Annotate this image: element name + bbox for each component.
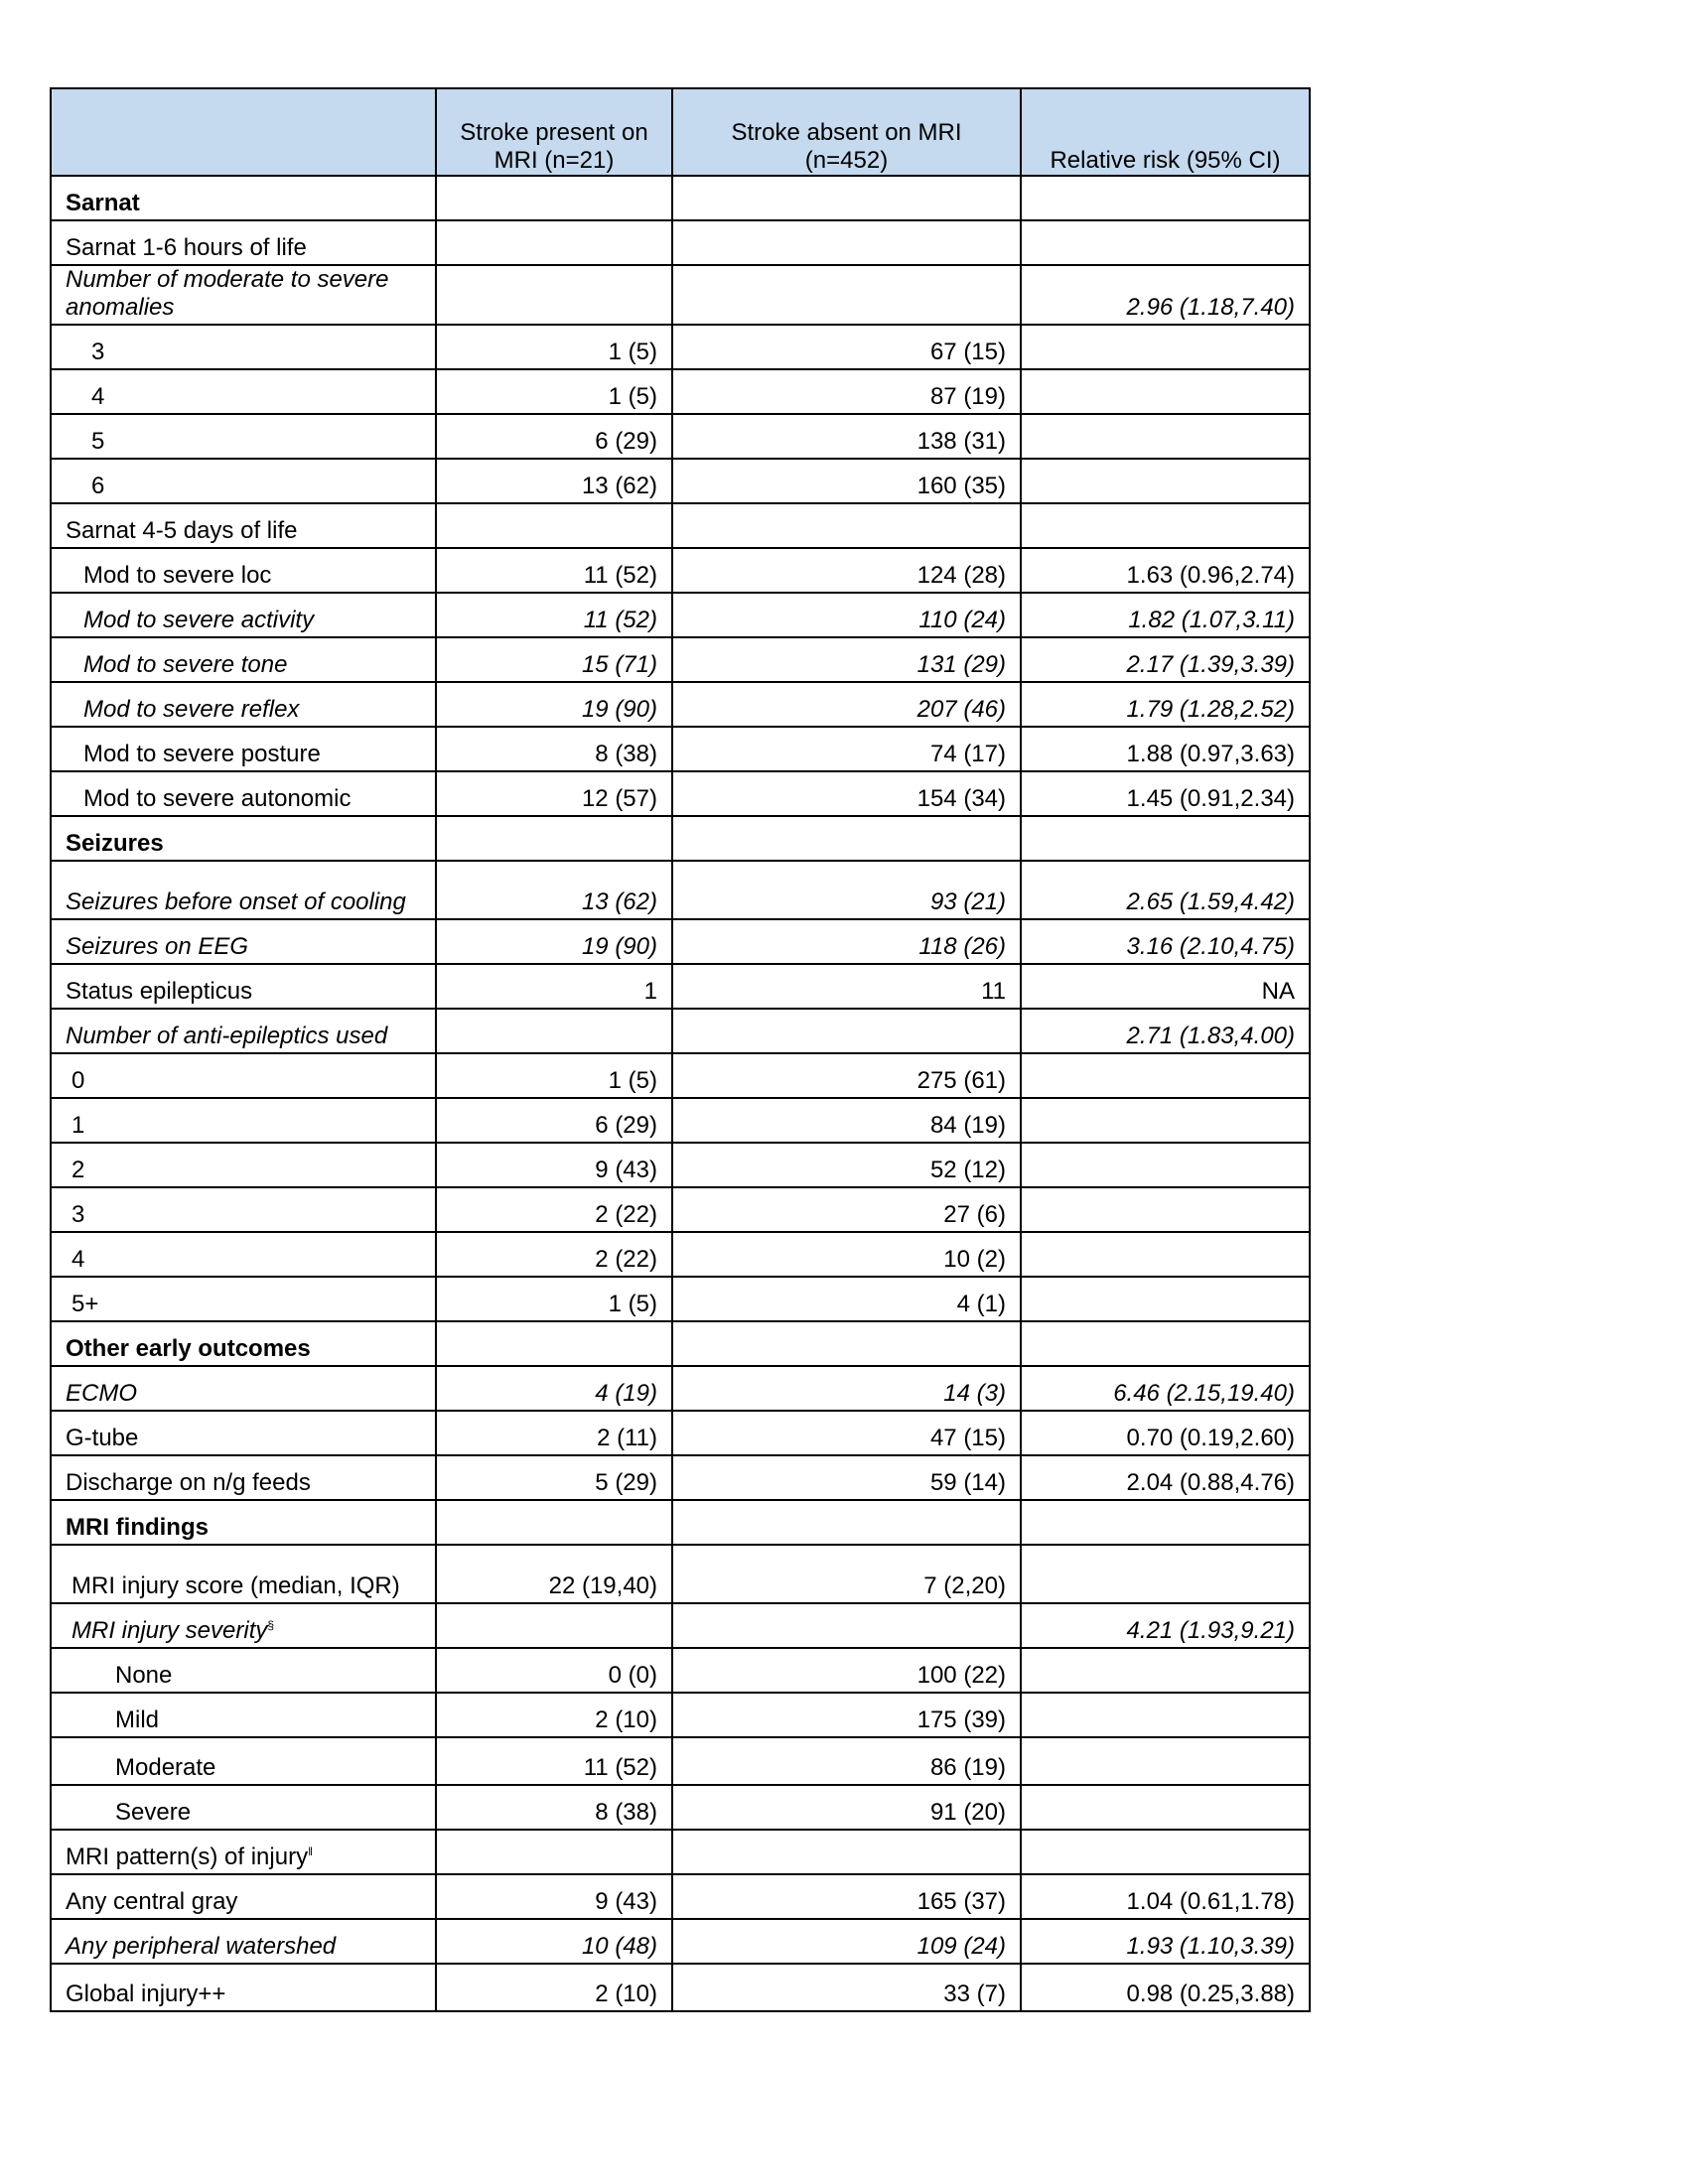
stroke-present-value [436,816,672,861]
row-label-text: G-tube [66,1425,139,1451]
stroke-present-value: 1 (5) [436,369,672,414]
relative-risk-value [1021,176,1310,220]
relative-risk-value [1021,1098,1310,1143]
row-label [51,919,436,964]
row-label-text: MRI pattern(s) of injury [66,1843,309,1870]
stroke-present-value: 13 (62) [436,861,672,919]
table-row [51,861,1310,919]
row-label-text: 6 [91,473,105,499]
stroke-absent-value [672,1321,1021,1366]
stroke-absent-value [672,220,1021,265]
header-label-column [51,88,436,176]
stroke-present-value: 19 (90) [436,682,672,727]
table-row [51,1232,1310,1277]
table-row [51,1411,1310,1455]
row-label-text: 1 [71,1112,85,1139]
row-label [51,1737,436,1785]
relative-risk-value: 3.16 (2.10,4.75) [1021,919,1310,964]
stroke-absent-value: 207 (46) [672,682,1021,727]
table-row [51,1964,1310,2011]
table-body [51,176,1310,2011]
relative-risk-value [1021,503,1310,548]
stroke-present-value: 6 (29) [436,414,672,459]
footnote-marker: ǁ [308,1844,314,1858]
stroke-absent-value: 86 (19) [672,1737,1021,1785]
relative-risk-value [1021,1737,1310,1785]
row-label [51,1232,436,1277]
stroke-absent-value: 10 (2) [672,1232,1021,1277]
relative-risk-value [1021,369,1310,414]
stroke-present-value [436,176,672,220]
table-row [51,1545,1310,1603]
stroke-present-value: 13 (62) [436,459,672,503]
relative-risk-value: 0.98 (0.25,3.88) [1021,1964,1310,2011]
row-label [51,1187,436,1232]
table-row [51,459,1310,503]
stroke-absent-value: 7 (2,20) [672,1545,1021,1603]
row-label-text: Sarnat 4-5 days of life [66,517,298,544]
relative-risk-value [1021,325,1310,369]
row-label [51,548,436,593]
relative-risk-value: 2.65 (1.59,4.42) [1021,861,1310,919]
row-label-text: Status epilepticus [66,978,253,1005]
row-label [51,771,436,816]
stroke-absent-value: 84 (19) [672,1098,1021,1143]
stroke-present-value: 8 (38) [436,727,672,771]
stroke-present-value [436,503,672,548]
table-row [51,1648,1310,1693]
relative-risk-value [1021,1500,1310,1545]
stroke-present-value: 11 (52) [436,548,672,593]
relative-risk-value: 2.96 (1.18,7.40) [1021,265,1310,325]
row-label-text: Seizures before onset of cooling [66,888,406,915]
row-label [51,369,436,414]
row-label [51,176,436,220]
relative-risk-value: 0.70 (0.19,2.60) [1021,1411,1310,1455]
stroke-present-value: 1 (5) [436,325,672,369]
relative-risk-value: 1.93 (1.10,3.39) [1021,1919,1310,1964]
row-label-text: Seizures [66,830,164,857]
row-label [51,1874,436,1919]
table-row [51,637,1310,682]
stroke-present-value: 8 (38) [436,1785,672,1830]
stroke-absent-value [672,816,1021,861]
stroke-present-value: 11 (52) [436,593,672,637]
relative-risk-value [1021,1545,1310,1603]
relative-risk-value: 2.04 (0.88,4.76) [1021,1455,1310,1500]
row-label-text: Sarnat 1-6 hours of life [66,234,307,261]
stroke-absent-value: 93 (21) [672,861,1021,919]
stroke-present-value [436,1830,672,1874]
relative-risk-value: 2.17 (1.39,3.39) [1021,637,1310,682]
relative-risk-value [1021,1785,1310,1830]
header-stroke-absent: Stroke absent on MRI (n=452) [672,88,1021,176]
stroke-absent-value: 124 (28) [672,548,1021,593]
table-row [51,503,1310,548]
row-label-text: Mild [115,1706,160,1733]
relative-risk-value [1021,1693,1310,1737]
stroke-absent-value [672,1603,1021,1648]
table-row [51,1366,1310,1411]
footnote-marker: § [267,1618,275,1632]
relative-risk-value: 1.82 (1.07,3.11) [1021,593,1310,637]
row-label-text: Number of moderate to severe anomalies [66,266,389,321]
table-row [51,369,1310,414]
relative-risk-value: 1.45 (0.91,2.34) [1021,771,1310,816]
stroke-absent-value: 110 (24) [672,593,1021,637]
stroke-present-value: 10 (48) [436,1919,672,1964]
stroke-absent-value: 154 (34) [672,771,1021,816]
table-row [51,1321,1310,1366]
stroke-present-value: 1 [436,964,672,1009]
stroke-absent-value [672,1009,1021,1053]
stroke-absent-value: 165 (37) [672,1874,1021,1919]
relative-risk-value: 2.71 (1.83,4.00) [1021,1009,1310,1053]
header-relative-risk [1021,88,1310,176]
relative-risk-value [1021,220,1310,265]
header-relative-risk-text: Relative risk (95% CI) [1050,147,1281,174]
table-row [51,816,1310,861]
row-label [51,816,436,861]
row-label-text: Global injury++ [66,1980,226,2007]
row-label-text: Mod to severe posture [83,741,321,767]
row-label [51,1648,436,1693]
stroke-present-value: 2 (22) [436,1232,672,1277]
row-label-text: 4 [91,383,105,410]
relative-risk-value: 1.88 (0.97,3.63) [1021,727,1310,771]
relative-risk-value: 6.46 (2.15,19.40) [1021,1366,1310,1411]
header-row [51,88,1310,176]
table-row [51,1500,1310,1545]
row-label [51,964,436,1009]
relative-risk-value [1021,1232,1310,1277]
table-row [51,964,1310,1009]
table-row [51,593,1310,637]
table-row [51,682,1310,727]
row-label [51,265,436,325]
stroke-present-value: 22 (19,40) [436,1545,672,1603]
stroke-present-value [436,220,672,265]
row-label [51,1098,436,1143]
row-label-text: MRI injury severity [71,1617,268,1644]
stroke-present-value: 12 (57) [436,771,672,816]
stroke-absent-value: 33 (7) [672,1964,1021,2011]
row-label [51,325,436,369]
relative-risk-value: NA [1021,964,1310,1009]
relative-risk-value [1021,1277,1310,1321]
row-label [51,727,436,771]
row-label-text: Moderate [115,1754,216,1781]
row-label-text: Mod to severe loc [83,562,272,589]
row-label-text: Mod to severe reflex [83,696,300,723]
stroke-absent-value: 14 (3) [672,1366,1021,1411]
relative-risk-value: 1.63 (0.96,2.74) [1021,548,1310,593]
table-row [51,1455,1310,1500]
table-row [51,176,1310,220]
relative-risk-value [1021,1187,1310,1232]
row-label [51,1009,436,1053]
row-label [51,1143,436,1187]
stroke-absent-value: 52 (12) [672,1143,1021,1187]
stroke-absent-value [672,503,1021,548]
table-row [51,414,1310,459]
table-row [51,1187,1310,1232]
row-label-text: 3 [91,339,105,365]
row-label [51,593,436,637]
relative-risk-value: 1.04 (0.61,1.78) [1021,1874,1310,1919]
stroke-present-value: 15 (71) [436,637,672,682]
row-label-text: Sarnat [66,190,140,216]
stroke-absent-value: 87 (19) [672,369,1021,414]
stroke-present-value: 9 (43) [436,1874,672,1919]
row-label [51,1919,436,1964]
stroke-absent-value: 4 (1) [672,1277,1021,1321]
table-row [51,727,1310,771]
stroke-present-value: 6 (29) [436,1098,672,1143]
table-row [51,1737,1310,1785]
header-stroke-present: Stroke present on MRI (n=21) [436,88,672,176]
stroke-absent-value [672,176,1021,220]
stroke-absent-value: 11 [672,964,1021,1009]
row-label-text: Discharge on n/g feeds [66,1469,311,1496]
stroke-present-value: 11 (52) [436,1737,672,1785]
row-label-text: 3 [71,1201,85,1228]
row-label-text: Any central gray [66,1888,238,1915]
stroke-present-value: 5 (29) [436,1455,672,1500]
row-label-text: 5 [91,428,105,455]
table-row [51,1277,1310,1321]
row-label [51,459,436,503]
row-label [51,682,436,727]
row-label-text: MRI injury score (median, IQR) [71,1572,400,1599]
stroke-absent-value [672,1500,1021,1545]
table-row [51,1009,1310,1053]
stroke-present-value: 4 (19) [436,1366,672,1411]
row-label [51,637,436,682]
stroke-absent-value: 175 (39) [672,1693,1021,1737]
stroke-absent-value: 160 (35) [672,459,1021,503]
row-label [51,1964,436,2011]
row-label [51,220,436,265]
row-label [51,503,436,548]
table-row [51,1874,1310,1919]
stroke-absent-value: 74 (17) [672,727,1021,771]
stroke-absent-value: 275 (61) [672,1053,1021,1098]
stroke-absent-value: 131 (29) [672,637,1021,682]
row-label-text: None [115,1662,173,1689]
stroke-present-value: 2 (10) [436,1693,672,1737]
table-row [51,220,1310,265]
row-label-text: 4 [71,1246,85,1273]
row-label [51,1500,436,1545]
row-label-text: ECMO [66,1380,137,1407]
row-label-text: Seizures on EEG [66,933,249,960]
row-label-text: Severe [115,1799,192,1826]
stroke-present-value: 19 (90) [436,919,672,964]
table-row [51,1693,1310,1737]
table-row [51,1143,1310,1187]
stroke-absent-value: 67 (15) [672,325,1021,369]
row-label [51,1455,436,1500]
row-label-text: Mod to severe tone [83,651,288,678]
relative-risk-value [1021,459,1310,503]
relative-risk-value [1021,1321,1310,1366]
relative-risk-value [1021,1143,1310,1187]
relative-risk-value [1021,1053,1310,1098]
stroke-absent-value: 47 (15) [672,1411,1021,1455]
table-row [51,325,1310,369]
row-label-text: Mod to severe activity [83,607,315,633]
stroke-present-value [436,1009,672,1053]
stroke-absent-value: 59 (14) [672,1455,1021,1500]
stroke-present-value: 2 (10) [436,1964,672,2011]
stroke-present-value [436,1500,672,1545]
row-label [51,1545,436,1603]
row-label [51,861,436,919]
stroke-absent-value: 138 (31) [672,414,1021,459]
row-label [51,1277,436,1321]
table-row [51,1603,1310,1648]
table-row [51,1785,1310,1830]
row-label [51,414,436,459]
table-row [51,548,1310,593]
stroke-present-value: 1 (5) [436,1277,672,1321]
row-label-text: Number of anti-epileptics used [66,1023,388,1049]
row-label-text: MRI findings [66,1514,209,1541]
row-label [51,1785,436,1830]
stroke-present-value [436,1321,672,1366]
row-label-text: Any peripheral watershed [66,1933,337,1960]
relative-risk-value: 1.79 (1.28,2.52) [1021,682,1310,727]
relative-risk-value [1021,1648,1310,1693]
stroke-present-value: 2 (11) [436,1411,672,1455]
stroke-present-value: 2 (22) [436,1187,672,1232]
table-row [51,1098,1310,1143]
relative-risk-value [1021,816,1310,861]
stroke-absent-value [672,1830,1021,1874]
row-label-text: 2 [71,1157,85,1183]
row-label [51,1411,436,1455]
row-label [51,1830,436,1874]
stroke-absent-value: 118 (26) [672,919,1021,964]
stroke-present-value: 1 (5) [436,1053,672,1098]
table-row [51,771,1310,816]
row-label [51,1693,436,1737]
stroke-absent-value [672,265,1021,325]
row-label-text: Other early outcomes [66,1335,311,1362]
relative-risk-value: 4.21 (1.93,9.21) [1021,1603,1310,1648]
stroke-absent-value: 100 (22) [672,1648,1021,1693]
stroke-present-value: 9 (43) [436,1143,672,1187]
table-row [51,265,1310,325]
table-row [51,919,1310,964]
row-label-text: 0 [71,1067,85,1094]
relative-risk-value [1021,414,1310,459]
results-table [50,87,1311,2012]
row-label-text: Mod to severe autonomic [83,785,352,812]
row-label [51,1366,436,1411]
stroke-absent-value: 27 (6) [672,1187,1021,1232]
stroke-present-value: 0 (0) [436,1648,672,1693]
table-header [51,88,1310,176]
relative-risk-value [1021,1830,1310,1874]
table-row [51,1053,1310,1098]
row-label [51,1603,436,1648]
row-label-text: 5+ [71,1291,99,1317]
stroke-present-value [436,265,672,325]
stroke-absent-value: 91 (20) [672,1785,1021,1830]
table-row [51,1830,1310,1874]
stroke-absent-value: 109 (24) [672,1919,1021,1964]
row-label [51,1053,436,1098]
table-row [51,1919,1310,1964]
row-label [51,1321,436,1366]
stroke-present-value [436,1603,672,1648]
